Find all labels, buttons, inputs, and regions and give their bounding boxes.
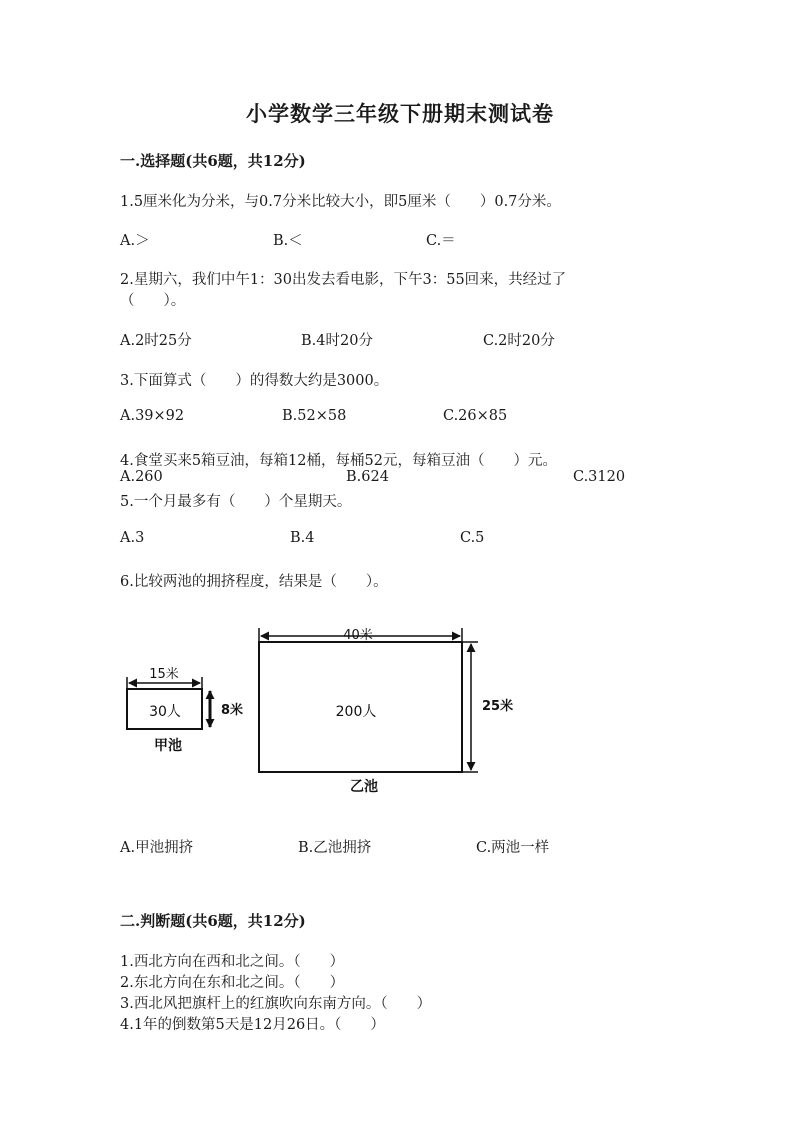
q3-option-c[interactable]: C.26×85 bbox=[443, 408, 508, 424]
judgment-item-2: 2.东北方向在东和北之间。（ ） bbox=[120, 975, 345, 991]
page-title: 小学数学三年级下册期末测试卷 bbox=[246, 101, 554, 126]
q1-option-b[interactable]: B.＜ bbox=[273, 233, 303, 249]
section-heading-judgment: 二.判断题(共6题，共12分) bbox=[120, 912, 306, 930]
q3-option-b[interactable]: B.52×58 bbox=[282, 408, 347, 424]
question-2: 2.星期六，我们中午1：30出发去看电影，下午3：55回来，共经过了 bbox=[120, 272, 567, 288]
q6-option-b[interactable]: B.乙池拥挤 bbox=[298, 840, 372, 856]
pool-a-people: 30人 bbox=[149, 704, 181, 720]
q6-option-c[interactable]: C.两池一样 bbox=[476, 840, 550, 856]
pool-a-width-label: 15米 bbox=[149, 667, 179, 682]
q5-option-c[interactable]: C.5 bbox=[460, 530, 485, 546]
question-4: 4.食堂买来5箱豆油，每箱12桶，每桶52元，每箱豆油（ ）元。 bbox=[120, 453, 557, 469]
question-1: 1.5厘米化为分米，与0.7分米比较大小，即5厘米（ ）0.7分米。 bbox=[120, 194, 561, 210]
q1-option-a[interactable]: A.＞ bbox=[120, 233, 150, 249]
question-2-cont: （ ）。 bbox=[120, 293, 186, 309]
q4-option-c[interactable]: C.3120 bbox=[573, 469, 626, 485]
section-heading-choice: 一.选择题(共6题，共12分) bbox=[120, 152, 306, 170]
pool-b-width-label: 40米 bbox=[343, 628, 373, 643]
judgment-item-1: 1.西北方向在西和北之间。（ ） bbox=[120, 954, 345, 970]
pool-a-height-label: 8米 bbox=[220, 703, 244, 718]
question-3: 3.下面算式（ ）的得数大约是3000。 bbox=[120, 373, 389, 389]
pool-b-name: 乙池 bbox=[350, 779, 378, 795]
q4-option-b[interactable]: B.624 bbox=[346, 469, 389, 485]
question-5: 5.一个月最多有（ ）个星期天。 bbox=[120, 494, 352, 510]
pool-a-name: 甲池 bbox=[154, 738, 182, 754]
q2-option-b[interactable]: B.4时20分 bbox=[301, 333, 373, 349]
q3-option-a[interactable]: A.39×92 bbox=[120, 408, 185, 424]
judgment-item-3: 3.西北风把旗杆上的红旗吹向东南方向。（ ） bbox=[120, 996, 432, 1012]
q5-option-b[interactable]: B.4 bbox=[290, 530, 315, 546]
q1-option-c[interactable]: C.＝ bbox=[426, 233, 456, 249]
q2-option-a[interactable]: A.2时25分 bbox=[120, 333, 192, 349]
q4-option-a[interactable]: A.260 bbox=[120, 469, 163, 485]
question-6: 6.比较两池的拥挤程度，结果是（ ）。 bbox=[120, 574, 388, 590]
pool-b-height-label: 25米 bbox=[482, 699, 514, 714]
q5-option-a[interactable]: A.3 bbox=[120, 530, 145, 546]
pool-b-people: 200人 bbox=[335, 704, 377, 720]
judgment-item-4: 4.1年的倒数第5天是12月26日。（ ） bbox=[120, 1017, 385, 1033]
q6-option-a[interactable]: A.甲池拥挤 bbox=[120, 840, 194, 856]
q2-option-c[interactable]: C.2时20分 bbox=[483, 333, 555, 349]
